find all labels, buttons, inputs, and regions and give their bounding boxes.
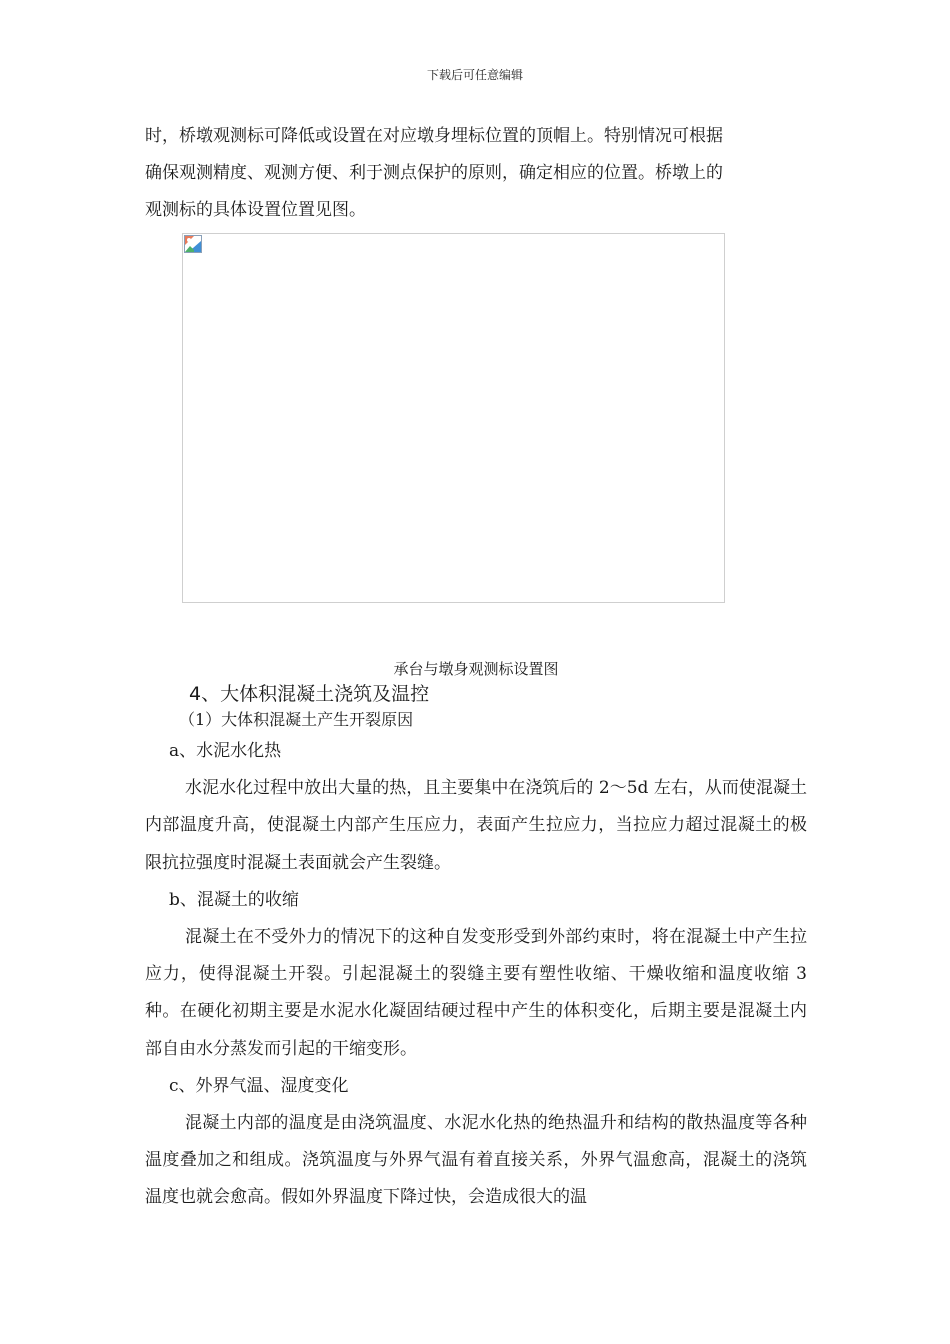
subsection-heading: （1）大体积混凝土产生开裂原因 (179, 710, 414, 729)
item-b-body: 混凝土在不受外力的情况下的这种自发变形受到外部约束时，将在混凝土中产生拉应力，使得混凝土开裂。引起混凝土的裂缝主要有塑性收缩、干燥收缩和温度收缩 3 种。在硬化初期主要是水泥水化凝固结硬过程中产生的体积变化，后期主要是混凝土内部自由水分蒸发而引起的干缩变形。 (145, 927, 807, 1059)
item-b-title: b、混凝土的收缩 (169, 889, 299, 910)
item-a-body: 水泥水化过程中放出大量的热，且主要集中在浇筑后的 2～5d 左右，从而使混凝土内部温度升高，使混凝土内部产生压应力，表面产生拉应力，当拉应力超过混凝土的极限抗拉强度时混凝土表面就会产生裂缝。 (145, 778, 807, 873)
item-a-title: a、水泥水化热 (169, 741, 282, 761)
figure-image-placeholder (182, 233, 725, 603)
broken-image-icon (184, 235, 202, 253)
intro-line-3: 观测标的具体设置位置见图。 (145, 200, 366, 221)
item-c-title: c、外界气温、湿度变化 (169, 1075, 349, 1096)
figure-caption: 承台与墩身观测标设置图 (393, 660, 559, 678)
intro-line-2: 确保观测精度、观测方便、利于测点保护的原则，确定相应的位置。桥墩上的 (145, 163, 723, 184)
intro-line-1: 时，桥墩观测标可降低或设置在对应墩身埋标位置的顶帽上。特别情况可根据 (145, 126, 723, 146)
section-body (145, 733, 807, 1217)
intro-paragraph (145, 118, 807, 230)
section-heading: 4、大体积混凝土浇筑及温控 (189, 683, 430, 705)
item-c-body: 混凝土内部的温度是由浇筑温度、水泥水化热的绝热温升和结构的散热温度等各种温度叠加之和组成。浇筑温度与外界气温有着直接关系，外界气温愈高，混凝土的浇筑温度也就会愈高。假如外界温度下降过快，会造成很大的温 (145, 1113, 807, 1208)
page-header: 下载后可任意编辑 (426, 68, 523, 82)
